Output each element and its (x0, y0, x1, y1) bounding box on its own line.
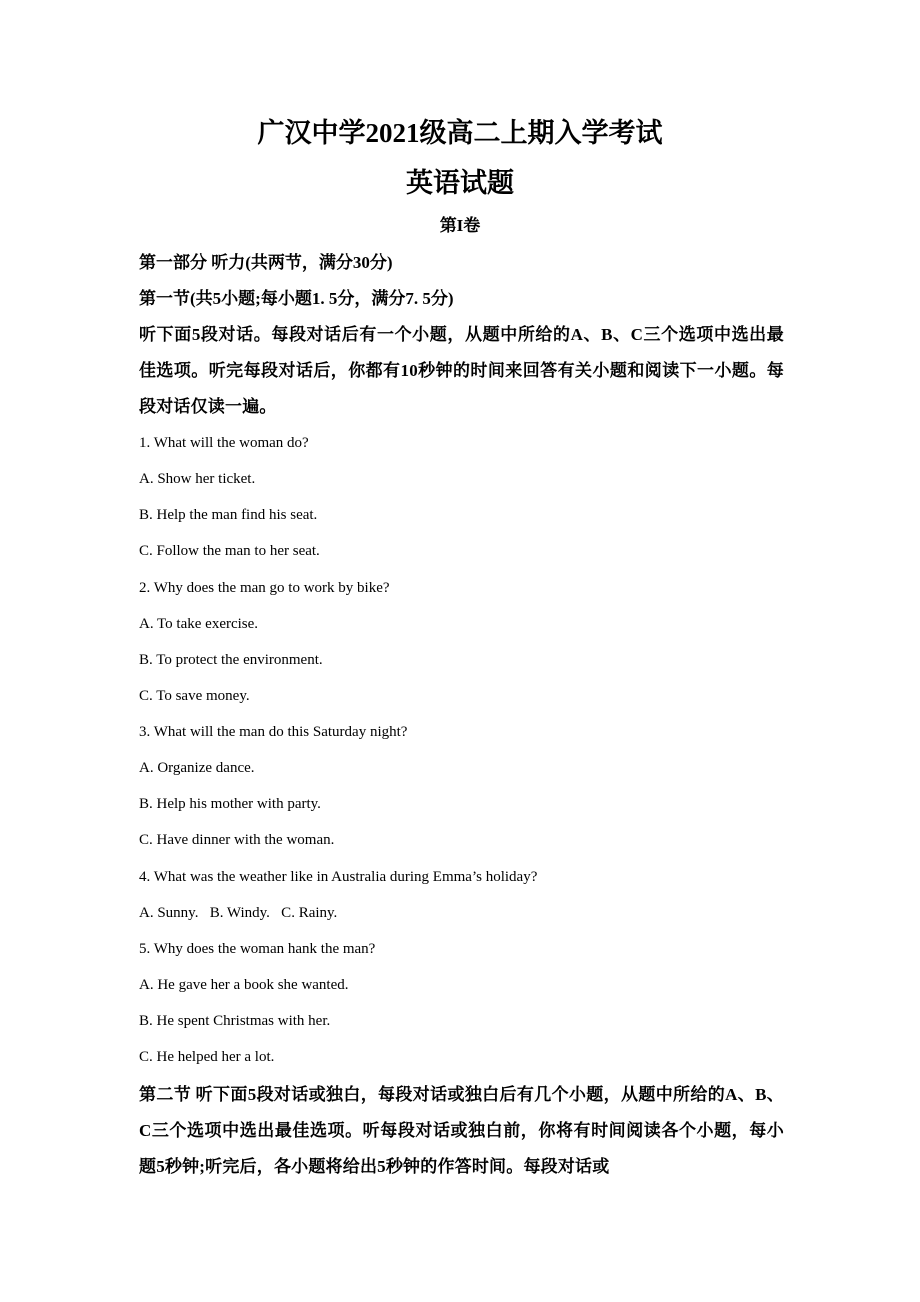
exam-title: 广汉中学2021级高二上期入学考试 (257, 118, 663, 148)
question-5-option-c: C. He helped her a lot. (139, 1049, 275, 1065)
question-3-stem: 3. What will the man do this Saturday night? (139, 724, 408, 740)
section1-heading: 第一节(共5小题;每小题1. 5分，满分7. 5分) (139, 289, 454, 308)
question-3-option-b: B. Help his mother with party. (139, 796, 321, 812)
question-2-stem: 2. Why does the man go to work by bike? (139, 580, 390, 596)
question-2-option-b: B. To protect the environment. (139, 652, 323, 668)
question-3-option-c: C. Have dinner with the woman. (139, 832, 335, 848)
question-5-stem: 5. Why does the woman hank the man? (139, 941, 376, 957)
question-3-option-a: A. Organize dance. (139, 760, 255, 776)
question-1-option-b: B. Help the man find his seat. (139, 507, 318, 523)
question-5-option-b: B. He spent Christmas with her. (139, 1013, 331, 1029)
question-4-stem: 4. What was the weather like in Australia during Emma’s holiday? (139, 869, 538, 885)
question-1-option-c: C. Follow the man to her seat. (139, 543, 320, 559)
question-5-option-a: A. He gave her a book she wanted. (139, 977, 349, 993)
part1-heading: 第一部分 听力(共两节，满分30分) (139, 253, 393, 272)
question-1-stem: 1. What will the woman do? (139, 435, 309, 451)
volume-label: 第I卷 (439, 216, 481, 235)
question-2-option-a: A. To take exercise. (139, 616, 259, 632)
question-4-options: A. Sunny. B. Windy. C. Rainy. (139, 905, 338, 921)
section2-instructions: 第二节 听下面5段对话或独白，每段对话或独白后有几个小题，从题中所给的A、B、C三个选项中选出最佳选项。听每段对话或独白前，你将有时间阅读各个小题，每小题5秒钟;听完后，各小题将给出5秒钟的作答时间。每段对话或 (139, 1085, 784, 1176)
section1-instructions: 听下面5段对话。每段对话后有一个小题，从题中所给的A、B、C三个选项中选出最佳选项。听完每段对话后，你都有10秒钟的时间来回答有关小题和阅读下一小题。每段对话仅读一遍。 (139, 325, 784, 416)
subject-title: 英语试题 (406, 168, 514, 198)
question-1-option-a: A. Show her ticket. (139, 471, 256, 487)
question-2-option-c: C. To save money. (139, 688, 250, 704)
